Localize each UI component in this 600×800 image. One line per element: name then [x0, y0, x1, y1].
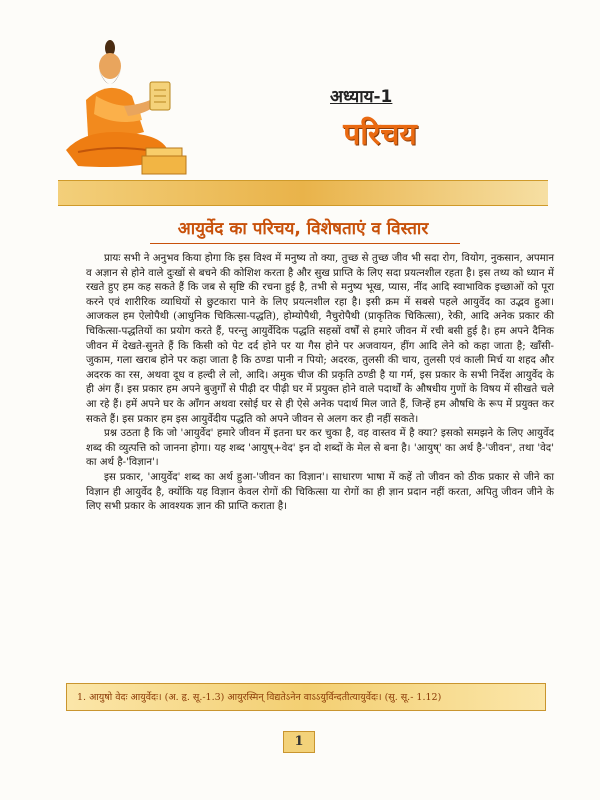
sage-reading-illustration: [58, 40, 198, 190]
footnote-box: [66, 683, 546, 711]
body-text: [86, 252, 554, 515]
chapter-number: अध्याय-1: [330, 87, 393, 107]
decorative-band: [58, 180, 548, 206]
section-heading-underline: [150, 243, 460, 244]
paragraph: प्रायः सभी ने अनुभव किया होगा कि इस विश्व में मनुष्य तो क्या, तुच्छ से तुच्छ जीव भी सदा रोग, वियोग, नुकसान, अपमान व अज्ञान से होने वाले दुःखों से बचने की कोशिश करता है और सुख प्राप्ति के लिए सदा प्रयत्नशील रहता है। इस तथ्य को ध्यान में रखते हुए हम कह सकते हैं कि जब से सृष्टि की रचना हुई है, तभी से मनुष्य भूख, प्यास, नींद आदि स्वाभाविक इच्छाओं को पूरा करने एवं शारीरिक व्याधियों से छुटकारा पाने के लिए प्रयत्नशील रहा है। इसी क्रम में सबसे पहले आयुर्वेद का उद्भव हुआ। आजकल हम ऐलोपैथी (आधुनिक चिकित्सा-पद्धति), होम्योपैथी, नैचुरोपैथी (प्राकृतिक चिकित्सा), रेकी, आदि अनेक प्रकार की चिकित्सा-पद्धतियों का प्रयोग करते हैं, परन्तु आयुर्वेदिक पद्धति सहस्रों वर्षों से हमारे जीवन में रची बसी हुई है। हम अपने दैनिक जीवन में देखते-सुनते हैं कि किसी को पेट दर्द होने पर या गैस होने पर अजवायन, हींग आदि लेने को कहा जाता है; खाँसी-जुकाम, गला खराब होने पर कहा जाता है कि ठण्डा पानी न पियो; अदरक, तुलसी की चाय, तुलसी एवं काली मिर्च या शहद और अदरक का रस, अथवा दूध व हल्दी ले लो, आदि। अमुक चीज की प्रकृति ठण्डी है या गर्म, इस प्रकार के सभी निर्देश आयुर्वेद के ही अंग हैं। इस प्रकार हम अपने बुजुर्गों से पीढ़ी दर पीढ़ी घर में प्रयुक्त होने वाले पदार्थों के औषधीय गुणों के विषय में सीखते चले आ रहे हैं। हमें अपने घर के आँगन अथवा रसोई घर से ही ऐसे अनेक पदार्थ मिल जाते हैं, जिन्हें हम औषधि के रूप में प्रयुक्त कर सकते हैं। इस प्रकार हम इस आयुर्वेदीय पद्धति को अपने जीवन से अलग कर ही नहीं सकते।: [86, 253, 554, 425]
chapter-title: परिचय: [343, 117, 417, 152]
paragraph: प्रश्न उठता है कि जो 'आयुर्वेद' हमारे जीवन में इतना घर कर चुका है, वह वास्तव में है क्या? इसको समझने के लिए आयुर्वेद शब्द की व्युत्पत्ति को जानना होगा। यह शब्द 'आयुष्+वेद' इन दो शब्दों के मेल से बना है। 'आयुष्' का अर्थ है-'जीवन', तथा 'वेद' का अर्थ है-'विज्ञान'।: [86, 428, 554, 469]
section-heading: आयुर्वेद का परिचय, विशेषताएं व विस्तार: [177, 219, 429, 239]
paragraph: इस प्रकार, 'आयुर्वेद' शब्द का अर्थ हुआ-'जीवन का विज्ञान'। साधारण भाषा में कहें तो जीवन को ठीक प्रकार से जीने का विज्ञान ही आयुर्वेद है, क्योंकि यह विज्ञान केवल रोगों की चिकित्सा या रोगों का ही ज्ञान प्रदान नहीं करता, अपितु जीवन जीने के लिए सभी प्रकार के आवश्यक ज्ञान की प्राप्ति कराता है।: [86, 471, 554, 513]
footnote-text: 1. आयुषो वेदः आयुर्वेदः। (अ. हृ. सू.-1.3) आयुरस्मिन् विद्यतेऽनेन वाऽऽयुर्विन्दतीत्यायुर्वेदः। (सु. सू.- 1.12): [77, 692, 442, 703]
page-number: 1: [283, 731, 315, 753]
